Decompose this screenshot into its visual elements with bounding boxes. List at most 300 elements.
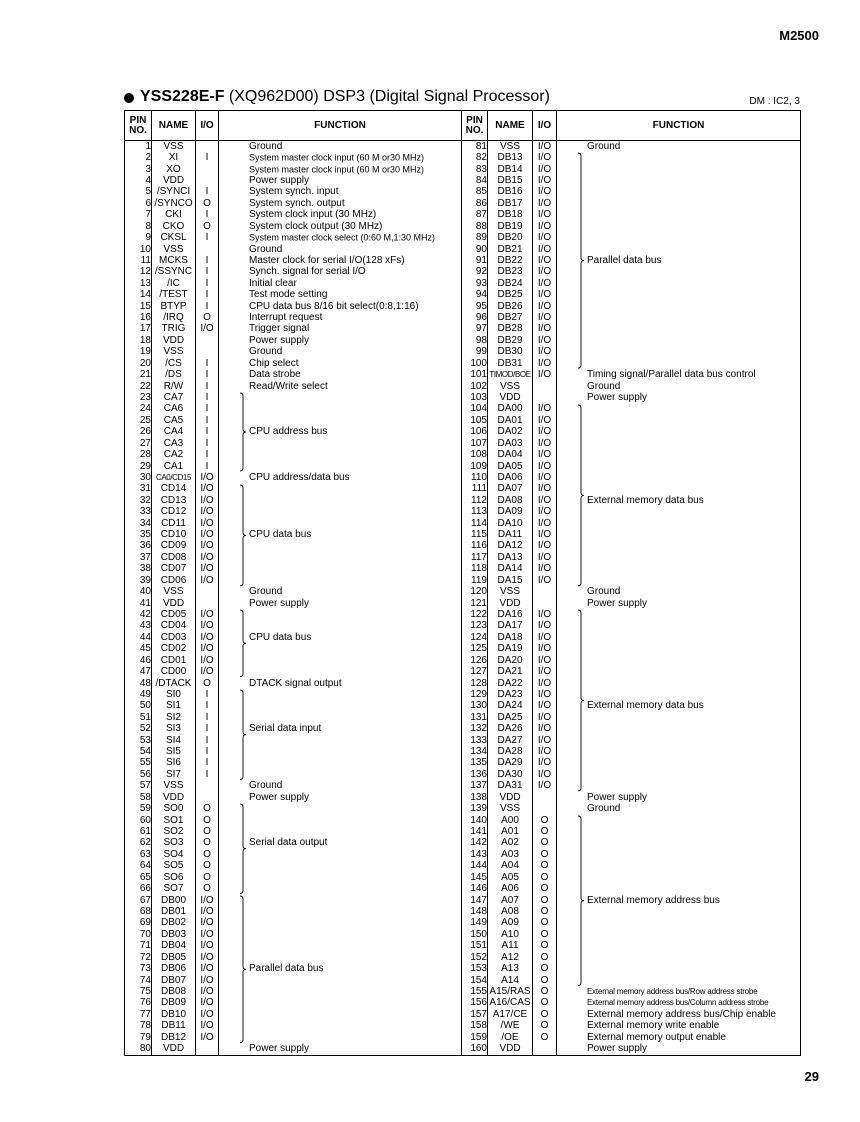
pin-function-cell (557, 963, 801, 974)
pin-io: I/O (196, 1009, 219, 1020)
table-row (125, 404, 801, 415)
pin-number: 65 (125, 872, 152, 883)
pin-number: 55 (125, 758, 152, 769)
pin-function-cell (219, 255, 462, 266)
pin-function-cell (557, 381, 801, 392)
pin-name: /DS (152, 369, 196, 380)
pin-number: 111 (462, 484, 488, 495)
pin-name: /SSYNC (152, 267, 196, 278)
pin-number: 148 (462, 906, 488, 917)
pin-name: /DTACK (152, 678, 196, 689)
pin-name: VDD (488, 598, 533, 609)
table-row (125, 803, 801, 814)
pin-function-cell (219, 769, 462, 780)
pin-function-cell (557, 244, 801, 255)
table-row (125, 769, 801, 780)
pin-function: Serial data output (249, 837, 328, 849)
pin-name: A04 (488, 861, 533, 872)
pin-name: DA16 (488, 609, 533, 620)
pin-name: DB28 (488, 324, 533, 335)
pin-number: 122 (462, 609, 488, 620)
pin-function-cell (557, 746, 801, 757)
pin-io: O (533, 883, 557, 894)
pin-number: 14 (125, 289, 152, 300)
table-row (125, 952, 801, 963)
pin-function: Parallel data bus (587, 254, 662, 266)
pin-io: O (533, 929, 557, 940)
pin-function-cell (557, 392, 801, 403)
pin-io: O (533, 895, 557, 906)
pin-function-cell (557, 792, 801, 803)
pin-number: 60 (125, 815, 152, 826)
pin-name: DB04 (152, 941, 196, 952)
pin-function-cell (557, 495, 801, 506)
pin-io: O (533, 815, 557, 826)
pin-function-cell (557, 1009, 801, 1020)
pin-number: 147 (462, 895, 488, 906)
table-row (125, 701, 801, 712)
table-row (125, 849, 801, 860)
pin-function: Data strobe (249, 369, 301, 381)
pin-number: 141 (462, 826, 488, 837)
pin-name: DB22 (488, 255, 533, 266)
brace-bracket (577, 815, 585, 986)
pin-name: A14 (488, 975, 533, 986)
table-row (125, 255, 801, 266)
pin-function-cell (219, 872, 462, 883)
table-row (125, 815, 801, 826)
pin-function-cell (557, 347, 801, 358)
pin-function-cell (557, 861, 801, 872)
pin-number: 23 (125, 392, 152, 403)
pin-name: DA20 (488, 655, 533, 666)
pin-name: SO7 (152, 883, 196, 894)
pin-function-cell (557, 621, 801, 632)
pin-number: 59 (125, 803, 152, 814)
pin-function-cell (557, 518, 801, 529)
pin-function-cell (219, 198, 462, 209)
pin-number: 70 (125, 929, 152, 940)
table-row (125, 187, 801, 198)
pin-name: DA31 (488, 781, 533, 792)
pin-name: VSS (488, 803, 533, 814)
pin-io (196, 175, 219, 186)
pin-io: I/O (533, 278, 557, 289)
pin-name: DA06 (488, 472, 533, 483)
pin-number: 15 (125, 301, 152, 312)
pin-function-cell (219, 1009, 462, 1020)
pin-io: I (196, 701, 219, 712)
pin-name: DA02 (488, 427, 533, 438)
pin-io: I/O (196, 552, 219, 563)
pin-function: Synch. signal for serial I/O (249, 266, 366, 278)
brace-bracket (239, 803, 247, 894)
pin-function-cell (557, 655, 801, 666)
pin-number: 28 (125, 449, 152, 460)
pin-function-cell (557, 358, 801, 369)
pin-function: CPU address bus (249, 426, 328, 438)
pin-function: External memory data bus (587, 494, 704, 506)
pin-name: DA11 (488, 529, 533, 540)
pin-number: 1 (125, 141, 152, 153)
pin-name: DB11 (152, 1020, 196, 1031)
pin-number: 98 (462, 335, 488, 346)
pin-io (196, 164, 219, 175)
pin-name: DB10 (152, 1009, 196, 1020)
pin-name: DB25 (488, 289, 533, 300)
table-row (125, 541, 801, 552)
pin-name: DB07 (152, 975, 196, 986)
table-row (125, 998, 801, 1009)
pin-function-cell (219, 838, 462, 849)
pin-io: I/O (533, 632, 557, 643)
pin-io: I/O (533, 461, 557, 472)
pin-function-cell (557, 644, 801, 655)
pin-io: I/O (533, 404, 557, 415)
pin-number: 133 (462, 735, 488, 746)
pin-function-cell (557, 815, 801, 826)
pin-name: CA3 (152, 438, 196, 449)
pin-io: I/O (533, 232, 557, 243)
pin-io: I/O (533, 415, 557, 426)
pin-function-cell (219, 1032, 462, 1043)
table-row (125, 289, 801, 300)
table-row (125, 232, 801, 243)
pin-number: 81 (462, 141, 488, 153)
pin-io: I/O (533, 735, 557, 746)
pin-function-cell (219, 427, 462, 438)
pin-name: DA24 (488, 701, 533, 712)
pin-io: O (533, 1009, 557, 1020)
pin-function: CPU data bus (249, 631, 312, 643)
pin-name: VSS (152, 781, 196, 792)
pin-name: R/W (152, 381, 196, 392)
pin-number: 155 (462, 986, 488, 997)
pin-function: External memory address bus/Column address strobe (587, 998, 769, 1008)
pin-function-cell (557, 552, 801, 563)
pin-name: SI3 (152, 724, 196, 735)
pin-function-cell (219, 381, 462, 392)
pin-function: Power supply (249, 174, 310, 186)
pin-function-cell (557, 689, 801, 700)
pin-io: O (533, 1020, 557, 1031)
pin-function: Power supply (587, 597, 648, 609)
pin-name: CA1 (152, 461, 196, 472)
pin-function: Power supply (587, 391, 648, 403)
brace-bracket (239, 689, 247, 780)
pin-number: 101 (462, 369, 488, 380)
pin-io: I/O (533, 666, 557, 677)
pin-name: A08 (488, 906, 533, 917)
pin-function-cell (219, 461, 462, 472)
pin-io (533, 586, 557, 597)
pin-function-cell (219, 998, 462, 1009)
pin-name: DA26 (488, 724, 533, 735)
pin-number: 56 (125, 769, 152, 780)
pin-function-cell (557, 1043, 801, 1055)
pin-number: 89 (462, 232, 488, 243)
pin-name: DB01 (152, 906, 196, 917)
table-row (125, 198, 801, 209)
pin-io: O (196, 838, 219, 849)
pin-number: 51 (125, 712, 152, 723)
pin-name: DB03 (152, 929, 196, 940)
pin-io: I/O (533, 621, 557, 632)
pin-number: 21 (125, 369, 152, 380)
pin-number: 62 (125, 838, 152, 849)
pin-io: I/O (196, 324, 219, 335)
table-row (125, 164, 801, 175)
pin-function-cell (557, 541, 801, 552)
pin-function-cell (557, 769, 801, 780)
pin-io: I/O (533, 781, 557, 792)
pin-number: 22 (125, 381, 152, 392)
pin-function: System master clock input (60 M or30 MHz) (249, 152, 425, 163)
pin-function-cell (557, 975, 801, 986)
pin-io: I (196, 210, 219, 221)
pin-function-cell (557, 141, 801, 153)
pin-io: I (196, 278, 219, 289)
pin-number: 117 (462, 552, 488, 563)
pin-name: SI1 (152, 701, 196, 712)
table-row (125, 586, 801, 597)
pin-function-cell (219, 586, 462, 597)
pin-name: A12 (488, 952, 533, 963)
pin-function-cell (219, 484, 462, 495)
table-row (125, 369, 801, 380)
pin-function: Trigger signal (249, 323, 310, 335)
table-row (125, 963, 801, 974)
pin-function-cell (219, 621, 462, 632)
pin-name: CA6 (152, 404, 196, 415)
pin-number: 154 (462, 975, 488, 986)
pin-name: A17/CE (488, 1009, 533, 1020)
table-header-row (125, 111, 801, 141)
pin-number: 123 (462, 621, 488, 632)
pin-function-cell (219, 1020, 462, 1031)
pin-number: 114 (462, 518, 488, 529)
pin-number: 82 (462, 152, 488, 163)
pin-number: 19 (125, 347, 152, 358)
pin-io (196, 598, 219, 609)
table-row (125, 449, 801, 460)
pin-io: I/O (533, 244, 557, 255)
pin-number: 44 (125, 632, 152, 643)
pin-function: External memory write enable (587, 1020, 720, 1032)
pin-io: O (196, 872, 219, 883)
pin-number: 42 (125, 609, 152, 620)
pin-name: DB18 (488, 210, 533, 221)
pin-function-cell (219, 312, 462, 323)
pin-function-cell (557, 187, 801, 198)
pin-number: 39 (125, 575, 152, 586)
pin-function-cell (557, 278, 801, 289)
pin-name: A02 (488, 838, 533, 849)
pin-io: I (196, 689, 219, 700)
table-row (125, 210, 801, 221)
pin-name: A09 (488, 918, 533, 929)
table-row (125, 415, 801, 426)
pin-number: 120 (462, 586, 488, 597)
pin-function: Chip select (249, 357, 299, 369)
pin-number: 17 (125, 324, 152, 335)
pin-io: I/O (196, 564, 219, 575)
pin-io: I/O (196, 632, 219, 643)
pin-number: 119 (462, 575, 488, 586)
table-row (125, 986, 801, 997)
pin-function-cell (557, 998, 801, 1009)
pin-function-cell (219, 918, 462, 929)
pin-number: 91 (462, 255, 488, 266)
pin-function: CPU data bus 8/16 bit select(0:8,1:16) (249, 300, 419, 312)
pin-number: 142 (462, 838, 488, 849)
header-function: FUNCTION (219, 111, 462, 141)
pin-io: I/O (533, 210, 557, 221)
model-number: M2500 (779, 28, 819, 43)
pin-io: I (196, 392, 219, 403)
pin-function-cell (557, 369, 801, 380)
pin-number: 140 (462, 815, 488, 826)
pin-number: 132 (462, 724, 488, 735)
pin-name: CD05 (152, 609, 196, 620)
pin-name: VDD (488, 392, 533, 403)
pin-io (196, 347, 219, 358)
pin-function-cell (557, 507, 801, 518)
pin-function-cell (557, 164, 801, 175)
pin-name: A16/CAS (489, 997, 531, 1009)
pin-function-cell (557, 335, 801, 346)
pin-name: SI4 (152, 735, 196, 746)
pin-io: I/O (533, 141, 557, 153)
table-row (125, 883, 801, 894)
pin-name: CD04 (152, 621, 196, 632)
pin-number: 79 (125, 1032, 152, 1043)
pin-io: I/O (196, 941, 219, 952)
pin-name: DA04 (488, 449, 533, 460)
pin-io: I/O (533, 575, 557, 586)
pin-name: SO3 (152, 838, 196, 849)
section-header (124, 90, 800, 110)
pin-io: I (196, 267, 219, 278)
pin-function-cell (219, 541, 462, 552)
pin-name: DA15 (488, 575, 533, 586)
bullet-icon (124, 93, 134, 103)
pin-io: O (196, 198, 219, 209)
pin-function-cell (219, 609, 462, 620)
pin-function: System clock input (30 MHz) (249, 209, 377, 221)
pin-number: 76 (125, 998, 152, 1009)
pin-number: 37 (125, 552, 152, 563)
pin-name: DB15 (488, 175, 533, 186)
pin-number: 100 (462, 358, 488, 369)
table-row (125, 244, 801, 255)
pin-name: VSS (152, 141, 196, 153)
pin-name: CD13 (152, 495, 196, 506)
pin-number: 104 (462, 404, 488, 415)
pin-function-cell (557, 941, 801, 952)
pin-function-cell (557, 803, 801, 814)
brace-bracket (239, 392, 247, 472)
pin-name: DA19 (488, 644, 533, 655)
pin-io: I/O (533, 301, 557, 312)
pin-number: 137 (462, 781, 488, 792)
pin-function-cell (219, 175, 462, 186)
pin-number: 69 (125, 918, 152, 929)
pin-function: System synch. input (249, 186, 339, 198)
pin-name: CD11 (152, 518, 196, 529)
pin-name: A06 (488, 883, 533, 894)
pin-function-cell (557, 221, 801, 232)
brace-bracket (239, 484, 247, 587)
pin-function-cell (557, 152, 801, 163)
pin-function: System master clock input (60 M or30 MHz) (249, 164, 425, 175)
pin-name: VDD (152, 792, 196, 803)
pin-io (196, 781, 219, 792)
pin-number: 52 (125, 724, 152, 735)
pin-io (196, 244, 219, 255)
pin-io (533, 1043, 557, 1055)
pin-function-cell (219, 301, 462, 312)
pin-function: Ground (587, 380, 621, 392)
pin-io: I/O (533, 335, 557, 346)
pin-function-cell (557, 324, 801, 335)
pin-io: I (196, 415, 219, 426)
pin-function-cell (557, 255, 801, 266)
pin-name: BTYP (152, 301, 196, 312)
pin-name: DB29 (488, 335, 533, 346)
table-row (125, 895, 801, 906)
pin-number: 20 (125, 358, 152, 369)
pin-io: I/O (196, 906, 219, 917)
pin-name: SI0 (152, 689, 196, 700)
pin-io: O (196, 312, 219, 323)
pin-io: O (533, 986, 557, 997)
brace-bracket (239, 609, 247, 678)
pin-function-cell (557, 472, 801, 483)
pin-name: VSS (488, 381, 533, 392)
pin-number: 149 (462, 918, 488, 929)
pin-io (533, 792, 557, 803)
pin-name: /SYNCI (152, 187, 196, 198)
pin-io: O (533, 963, 557, 974)
pin-function: Ground (249, 780, 283, 792)
pin-number: 127 (462, 666, 488, 677)
pin-number: 71 (125, 941, 152, 952)
pin-io: I/O (196, 575, 219, 586)
pin-io: I/O (533, 347, 557, 358)
table-row (125, 929, 801, 940)
pin-function-cell (557, 952, 801, 963)
pin-name: CD08 (152, 552, 196, 563)
pin-io: I/O (196, 472, 219, 483)
table-row (125, 906, 801, 917)
pin-name: DA03 (488, 438, 533, 449)
pin-io: I/O (196, 1020, 219, 1031)
pin-function-cell (557, 575, 801, 586)
pin-name: DA00 (488, 404, 533, 415)
table-row (125, 746, 801, 757)
pin-number: 99 (462, 347, 488, 358)
pin-function-cell (219, 529, 462, 540)
pin-name: DA23 (488, 689, 533, 700)
pin-name: XI (152, 152, 196, 163)
pin-function-cell (557, 883, 801, 894)
pin-io: O (196, 678, 219, 689)
pin-number: 146 (462, 883, 488, 894)
pin-name: CD00 (152, 666, 196, 677)
table-row (125, 621, 801, 632)
table-row (125, 975, 801, 986)
